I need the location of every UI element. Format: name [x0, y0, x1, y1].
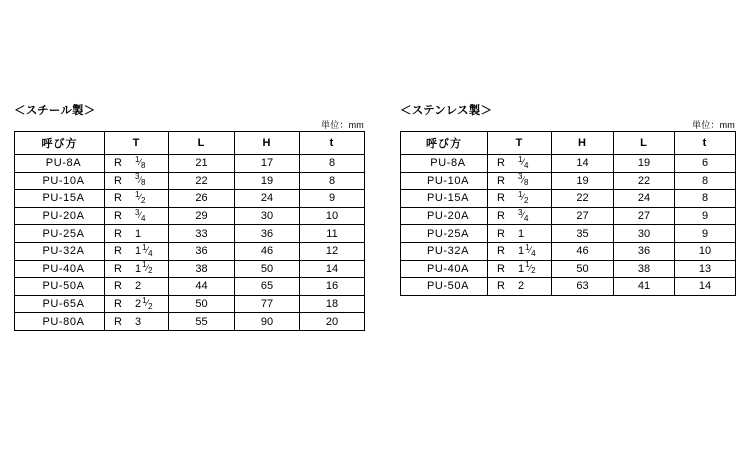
- cell-thread-size: [488, 155, 552, 173]
- cell-h: 30: [235, 207, 300, 225]
- thread-prefix: R: [114, 245, 122, 258]
- thread-prefix: R: [114, 210, 122, 223]
- cell-thread-size: [105, 313, 169, 331]
- table-row: [401, 155, 736, 173]
- cell-thread-size: [105, 207, 169, 225]
- thread-prefix: R: [114, 227, 122, 240]
- table-row: [401, 172, 736, 190]
- cell-t2: 20: [300, 313, 365, 331]
- thread-integer: 1: [135, 245, 142, 258]
- thread-fraction: 1 ⁄ 4: [518, 154, 529, 170]
- steel-unit-label: 単位：mm: [321, 120, 364, 130]
- cell-l: 36: [614, 242, 675, 260]
- column-header-h: H: [235, 132, 300, 155]
- cell-l: 27: [614, 207, 675, 225]
- thread-integer: 2: [135, 298, 142, 311]
- cell-l: 30: [614, 225, 675, 243]
- cell-t2: 9: [300, 190, 365, 208]
- table-row: [15, 278, 365, 296]
- cell-l: 50: [169, 295, 235, 313]
- thread-prefix: R: [114, 298, 122, 311]
- cell-model-name: PU-20A: [15, 207, 105, 225]
- column-header-name: 呼び方: [401, 132, 488, 155]
- thread-fraction: 3 ⁄ 4: [518, 207, 529, 223]
- thread-integer: 1: [135, 262, 142, 275]
- cell-thread-size: [488, 278, 552, 296]
- cell-t2: 8: [675, 172, 736, 190]
- table-row: [15, 260, 365, 278]
- thread-prefix: R: [114, 192, 122, 205]
- cell-h: 27: [552, 207, 614, 225]
- cell-thread-size: [105, 260, 169, 278]
- table-row: [15, 295, 365, 313]
- column-header-t: T: [488, 132, 552, 155]
- table-row: [15, 155, 365, 173]
- cell-thread-size: [488, 190, 552, 208]
- cell-thread-size: [105, 295, 169, 313]
- thread-prefix: R: [497, 210, 505, 223]
- thread-fraction: 1 ⁄ 4: [142, 242, 153, 258]
- thread-prefix: R: [114, 157, 122, 170]
- cell-h: 77: [235, 295, 300, 313]
- table-row: [401, 260, 736, 278]
- thread-prefix: R: [114, 262, 122, 275]
- cell-h: 50: [552, 260, 614, 278]
- thread-integer: 2: [518, 280, 525, 293]
- table-header-row: [15, 132, 365, 155]
- thread-prefix: R: [497, 245, 505, 258]
- thread-prefix: R: [497, 280, 505, 293]
- table-row: [15, 172, 365, 190]
- cell-t2: 9: [675, 207, 736, 225]
- thread-prefix: R: [497, 192, 505, 205]
- cell-model-name: PU-25A: [401, 225, 488, 243]
- table-row: [15, 207, 365, 225]
- cell-t2: 10: [300, 207, 365, 225]
- cell-thread-size: [105, 155, 169, 173]
- stainless-spec-table: [400, 131, 736, 296]
- column-header-l: L: [169, 132, 235, 155]
- cell-thread-size: [105, 172, 169, 190]
- thread-prefix: R: [497, 227, 505, 240]
- column-header-name: 呼び方: [15, 132, 105, 155]
- steel-spec-panel: [14, 104, 364, 331]
- cell-h: 14: [552, 155, 614, 173]
- cell-thread-size: [488, 242, 552, 260]
- thread-fraction: 3 ⁄ 8: [135, 172, 146, 188]
- thread-prefix: R: [114, 174, 122, 187]
- cell-thread-size: [105, 242, 169, 260]
- table-row: [15, 225, 365, 243]
- cell-h: 24: [235, 190, 300, 208]
- cell-l: 33: [169, 225, 235, 243]
- cell-h: 19: [552, 172, 614, 190]
- cell-model-name: PU-10A: [401, 172, 488, 190]
- cell-t2: 14: [300, 260, 365, 278]
- cell-model-name: PU-80A: [15, 313, 105, 331]
- cell-h: 46: [235, 242, 300, 260]
- table-row: [401, 278, 736, 296]
- cell-t2: 6: [675, 155, 736, 173]
- thread-fraction: 1 ⁄ 2: [142, 260, 153, 276]
- table-header-row: [401, 132, 736, 155]
- cell-thread-size: [105, 225, 169, 243]
- cell-model-name: PU-15A: [401, 190, 488, 208]
- cell-l: 41: [614, 278, 675, 296]
- cell-model-name: PU-40A: [15, 260, 105, 278]
- thread-prefix: R: [497, 262, 505, 275]
- cell-h: 90: [235, 313, 300, 331]
- cell-t2: 16: [300, 278, 365, 296]
- cell-l: 38: [169, 260, 235, 278]
- cell-t2: 12: [300, 242, 365, 260]
- thread-fraction: 1 ⁄ 2: [142, 295, 153, 311]
- cell-t2: 10: [675, 242, 736, 260]
- thread-prefix: R: [497, 174, 505, 187]
- stainless-spec-panel: [400, 104, 735, 296]
- cell-l: 24: [614, 190, 675, 208]
- cell-l: 19: [614, 155, 675, 173]
- cell-t2: 8: [300, 155, 365, 173]
- cell-h: 35: [552, 225, 614, 243]
- cell-l: 29: [169, 207, 235, 225]
- thread-prefix: R: [114, 315, 122, 328]
- cell-model-name: PU-10A: [15, 172, 105, 190]
- thread-fraction: 3 ⁄ 8: [518, 172, 529, 188]
- cell-model-name: PU-65A: [15, 295, 105, 313]
- cell-l: 26: [169, 190, 235, 208]
- cell-thread-size: [105, 278, 169, 296]
- thread-fraction: 1 ⁄ 2: [135, 189, 146, 205]
- cell-l: 22: [614, 172, 675, 190]
- cell-h: 17: [235, 155, 300, 173]
- cell-t2: 13: [675, 260, 736, 278]
- thread-integer: 1: [518, 227, 525, 240]
- cell-h: 63: [552, 278, 614, 296]
- cell-l: 21: [169, 155, 235, 173]
- column-header-t: T: [105, 132, 169, 155]
- cell-h: 50: [235, 260, 300, 278]
- cell-t2: 18: [300, 295, 365, 313]
- thread-integer: 2: [135, 280, 142, 293]
- column-header-t2: t: [300, 132, 365, 155]
- stainless-unit-label: 単位：mm: [692, 120, 735, 130]
- table-row: [401, 242, 736, 260]
- thread-prefix: R: [497, 157, 505, 170]
- cell-h: 46: [552, 242, 614, 260]
- cell-thread-size: [488, 207, 552, 225]
- table-row: [15, 313, 365, 331]
- thread-integer: 1: [518, 262, 525, 275]
- cell-l: 55: [169, 313, 235, 331]
- cell-l: 36: [169, 242, 235, 260]
- thread-fraction: 1 ⁄ 2: [518, 189, 529, 205]
- cell-model-name: PU-32A: [401, 242, 488, 260]
- table-row: [401, 190, 736, 208]
- stainless-panel-title: ＜ステンレス製＞: [400, 105, 493, 117]
- thread-fraction: 3 ⁄ 4: [135, 207, 146, 223]
- cell-h: 22: [552, 190, 614, 208]
- cell-thread-size: [105, 190, 169, 208]
- thread-integer: 1: [135, 227, 142, 240]
- cell-h: 36: [235, 225, 300, 243]
- cell-l: 38: [614, 260, 675, 278]
- column-header-t2: t: [675, 132, 736, 155]
- cell-model-name: PU-8A: [401, 155, 488, 173]
- thread-fraction: 1 ⁄ 8: [135, 154, 146, 170]
- cell-t2: 8: [675, 190, 736, 208]
- cell-h: 19: [235, 172, 300, 190]
- cell-model-name: PU-50A: [401, 278, 488, 296]
- stainless-unit-row: [400, 118, 735, 131]
- thread-integer: 1: [518, 245, 525, 258]
- column-header-l: L: [614, 132, 675, 155]
- thread-integer: 3: [135, 315, 142, 328]
- cell-model-name: PU-40A: [401, 260, 488, 278]
- cell-thread-size: [488, 225, 552, 243]
- thread-fraction: 1 ⁄ 2: [525, 260, 536, 276]
- column-header-h: H: [552, 132, 614, 155]
- cell-model-name: PU-15A: [15, 190, 105, 208]
- cell-model-name: PU-32A: [15, 242, 105, 260]
- cell-t2: 14: [675, 278, 736, 296]
- table-row: [401, 225, 736, 243]
- cell-h: 65: [235, 278, 300, 296]
- cell-t2: 11: [300, 225, 365, 243]
- cell-model-name: PU-8A: [15, 155, 105, 173]
- cell-l: 44: [169, 278, 235, 296]
- cell-l: 22: [169, 172, 235, 190]
- cell-thread-size: [488, 260, 552, 278]
- thread-prefix: R: [114, 280, 122, 293]
- steel-panel-title: ＜スチール製＞: [14, 105, 96, 117]
- cell-t2: 8: [300, 172, 365, 190]
- cell-model-name: PU-50A: [15, 278, 105, 296]
- cell-model-name: PU-25A: [15, 225, 105, 243]
- table-row: [15, 242, 365, 260]
- cell-model-name: PU-20A: [401, 207, 488, 225]
- steel-unit-row: [14, 118, 364, 131]
- table-row: [401, 207, 736, 225]
- table-row: [15, 190, 365, 208]
- steel-spec-table: [14, 131, 365, 331]
- thread-fraction: 1 ⁄ 4: [525, 242, 536, 258]
- cell-thread-size: [488, 172, 552, 190]
- cell-t2: 9: [675, 225, 736, 243]
